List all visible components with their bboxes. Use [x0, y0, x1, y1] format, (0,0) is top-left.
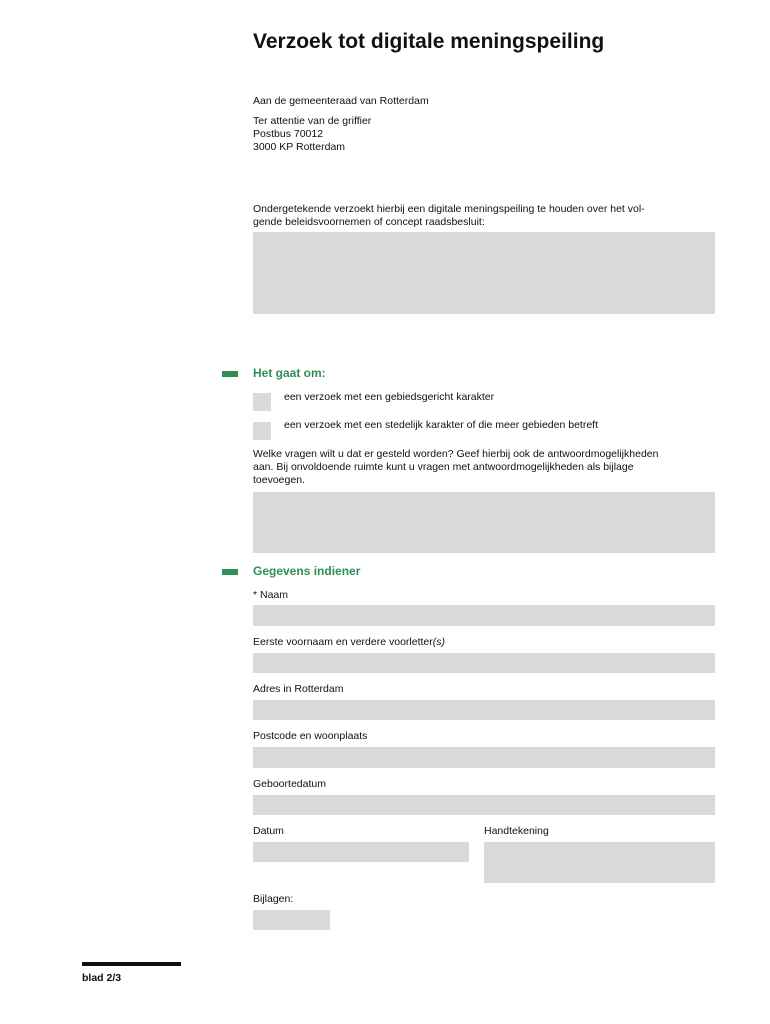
postcode-field[interactable]: [253, 747, 715, 768]
birthdate-field[interactable]: [253, 795, 715, 815]
signature-label: Handtekening: [484, 825, 549, 837]
attention-line: Ter attentie van de griffier: [253, 115, 372, 127]
address-label: Adres in Rotterdam: [253, 683, 344, 695]
date-label: Datum: [253, 825, 284, 837]
checkbox-area-specific[interactable]: [253, 393, 271, 411]
questions-instruction-2: aan. Bij onvoldoende ruimte kunt u vragen met antwoordmogelijkheden als bijlage: [253, 461, 634, 473]
questions-instruction-3: toevoegen.: [253, 474, 305, 486]
intro-line-1: Ondergetekende verzoekt hierbij een digitale meningspeiling te houden over het vol-: [253, 203, 645, 215]
name-label: * Naam: [253, 589, 289, 601]
questions-instruction-1: Welke vragen wilt u dat er gesteld worden? Geef hierbij ook de antwoordmogelijkheden: [253, 448, 659, 460]
birthdate-label: Geboortedatum: [253, 778, 326, 790]
page-title: Verzoek tot digitale meningspeiling: [253, 30, 605, 53]
section-heading-applicant: Gegevens indiener: [253, 564, 361, 578]
firstname-label: Eerste voornaam en verdere voorletter(s): [253, 636, 446, 648]
page-number: blad 2/3: [82, 972, 122, 984]
postcode-label: Postcode en woonplaats: [253, 730, 368, 742]
checkbox-citywide[interactable]: [253, 422, 271, 440]
section-marker: [222, 371, 238, 377]
attachments-field[interactable]: [253, 910, 330, 930]
attachments-label: Bijlagen:: [253, 893, 294, 905]
firstname-field[interactable]: [253, 653, 715, 673]
signature-field[interactable]: [484, 842, 715, 883]
footer-divider: [82, 962, 181, 966]
city-line: 3000 KP Rotterdam: [253, 141, 346, 153]
date-field[interactable]: [253, 842, 469, 862]
policy-proposal-textarea[interactable]: [253, 232, 715, 314]
section-marker: [222, 569, 238, 575]
option-area-specific-label: een verzoek met een gebiedsgericht karakter: [284, 391, 495, 403]
section-heading-subject: Het gaat om:: [253, 366, 326, 380]
intro-line-2: gende beleidsvoornemen of concept raadsbesluit:: [253, 216, 485, 228]
option-citywide-label: een verzoek met een stedelijk karakter of die meer gebieden betreft: [284, 419, 599, 431]
name-field[interactable]: [253, 605, 715, 626]
recipient: Aan de gemeenteraad van Rotterdam: [253, 95, 429, 107]
questions-textarea[interactable]: [253, 492, 715, 553]
postbus-line: Postbus 70012: [253, 128, 324, 140]
address-field[interactable]: [253, 700, 715, 720]
